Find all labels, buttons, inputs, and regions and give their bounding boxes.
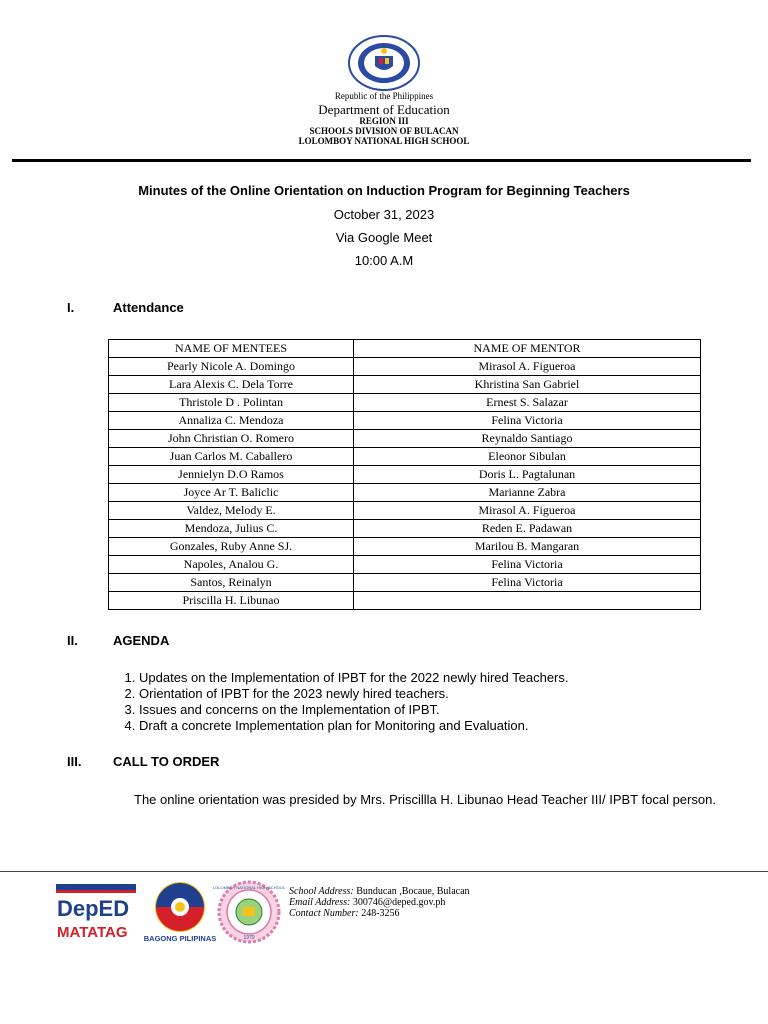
section-number-agenda: II.: [67, 633, 78, 648]
table-row: [109, 520, 701, 538]
school-seal-logo: [212, 880, 286, 944]
contact-value: 248-3256: [358, 908, 400, 919]
department-line: Department of Education: [318, 102, 450, 117]
section-heading-call-to-order: CALL TO ORDER: [113, 754, 220, 769]
section-heading-agenda: AGENDA: [113, 633, 170, 648]
column-header-mentees: NAME OF MENTEES: [109, 340, 354, 358]
region-line: REGION III: [359, 116, 409, 126]
section-number-attendance: I.: [67, 300, 75, 315]
mentor-cell: Ernest S. Salazar: [354, 394, 701, 412]
mentee-cell: Napoles, Analou G.: [109, 556, 354, 574]
bagong-pilipinas-logo: [143, 878, 217, 944]
mentee-cell: Thristole D . Polintan: [109, 394, 354, 412]
table-header-row: [109, 340, 701, 358]
agenda-item: 1. Updates on the Implementation of IPBT for the 2022 newly hired Teachers.: [139, 670, 569, 686]
mentor-cell: Mirasol A. Figueroa: [354, 358, 701, 376]
deped-seal-logo: [347, 34, 421, 92]
table-row: [109, 556, 701, 574]
call-to-order-paragraph: The online orientation was presided by Mrs. Priscillla H. Libunao Head Teacher III/ IPBT focal person.: [134, 792, 716, 807]
table-row: [109, 574, 701, 592]
mentee-cell: Lara Alexis C. Dela Torre: [109, 376, 354, 394]
mentor-cell: Marilou B. Mangaran: [354, 538, 701, 556]
attendance-table: [108, 339, 701, 610]
mentor-cell: Felina Victoria: [354, 556, 701, 574]
section-heading-attendance: Attendance: [113, 300, 184, 315]
footer-contact: [289, 908, 400, 919]
table-row: [109, 502, 701, 520]
school-seal-year: 1970: [243, 935, 255, 941]
mentee-cell: Gonzales, Ruby Anne SJ.: [109, 538, 354, 556]
deped-wordmark: DepED: [57, 896, 130, 921]
table-row: [109, 592, 701, 610]
table-row: [109, 376, 701, 394]
mentor-cell: Reden E. Padawan: [354, 520, 701, 538]
division-line: SCHOOLS DIVISION OF BULACAN: [309, 126, 459, 136]
column-header-mentor: NAME OF MENTOR: [354, 340, 701, 358]
meeting-venue: Via Google Meet: [335, 230, 433, 245]
contact-label: Contact Number:: [289, 908, 359, 919]
mentee-cell: Valdez, Melody E.: [109, 502, 354, 520]
bagong-pilipinas-text: BAGONG PILIPINAS: [143, 934, 217, 943]
republic-line: Republic of the Philippines: [334, 91, 434, 101]
attendance-table-body: [109, 358, 701, 610]
table-row: [109, 448, 701, 466]
mentee-cell: Mendoza, Julius C.: [109, 520, 354, 538]
section-number-call-to-order: III.: [67, 754, 82, 769]
agenda-item: 2. Orientation of IPBT for the 2023 newly hired teachers.: [139, 686, 569, 702]
footer-email: [289, 897, 445, 908]
agenda-item: 3. Issues and concerns on the Implementation of IPBT.: [139, 702, 569, 718]
meeting-time: 10:00 A.M: [354, 253, 414, 268]
meeting-date: October 31, 2023: [333, 207, 435, 222]
footer-divider: [0, 871, 768, 872]
mentor-cell: Reynaldo Santiago: [354, 430, 701, 448]
header-divider: [12, 159, 751, 162]
mentee-cell: Santos, Reinalyn: [109, 574, 354, 592]
mentor-cell: Mirasol A. Figueroa: [354, 502, 701, 520]
mentee-cell: Juan Carlos M. Caballero: [109, 448, 354, 466]
mentor-cell: Marianne Zabra: [354, 484, 701, 502]
mentor-cell: Eleonor Sibulan: [354, 448, 701, 466]
email-label: Email Address:: [289, 897, 351, 908]
mentor-cell: Khristina San Gabriel: [354, 376, 701, 394]
mentor-cell: [354, 592, 701, 610]
table-row: [109, 394, 701, 412]
mentee-cell: Annaliza C. Mendoza: [109, 412, 354, 430]
document-title: Minutes of the Online Orientation on Induction Program for Beginning Teachers: [138, 183, 630, 198]
table-row: [109, 538, 701, 556]
mentor-cell: Felina Victoria: [354, 574, 701, 592]
agenda-item: 4. Draft a concrete Implementation plan for Monitoring and Evaluation.: [139, 718, 569, 734]
table-row: [109, 484, 701, 502]
table-row: [109, 358, 701, 376]
table-row: [109, 466, 701, 484]
table-row: [109, 430, 701, 448]
mentee-cell: Jennielyn D.O Ramos: [109, 466, 354, 484]
mentor-cell: Felina Victoria: [354, 412, 701, 430]
email-value: 300746@deped.gov.ph: [350, 897, 446, 908]
table-row: [109, 412, 701, 430]
mentee-cell: Joyce Ar T. Baliclic: [109, 484, 354, 502]
footer-address: [289, 886, 470, 897]
address-label: School Address:: [289, 886, 354, 897]
mentor-cell: Doris L. Pagtalunan: [354, 466, 701, 484]
agenda-list: [123, 670, 569, 734]
school-name-line: LOLOMBOY NATIONAL HIGH SCHOOL: [298, 136, 470, 146]
address-value: Bunducan ,Bocaue, Bulacan: [353, 886, 470, 897]
deped-matatag-logo: [55, 882, 137, 942]
matatag-wordmark: MATATAG: [57, 924, 128, 941]
mentee-cell: Priscilla H. Libunao: [109, 592, 354, 610]
mentee-cell: Pearly Nicole A. Domingo: [109, 358, 354, 376]
mentee-cell: John Christian O. Romero: [109, 430, 354, 448]
school-seal-text: LOLOMBOY NATIONAL HIGH SCHOOL: [212, 885, 286, 890]
